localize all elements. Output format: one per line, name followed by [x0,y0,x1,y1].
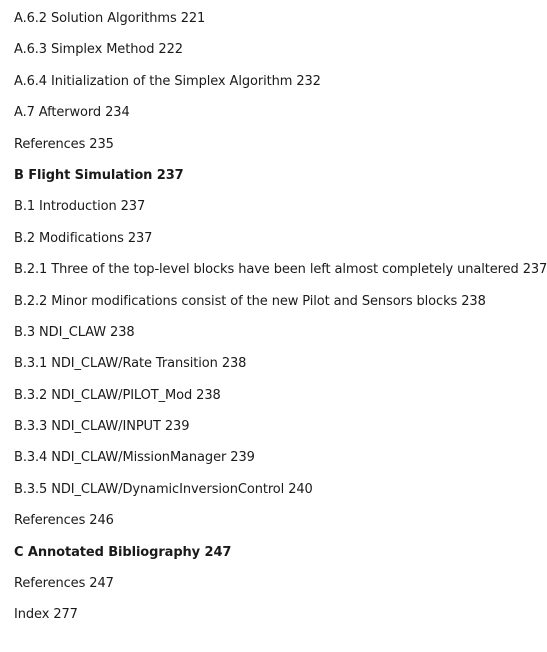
toc-entry-title: A.6.3 Simplex Method [14,42,155,58]
toc-entry-index[interactable] [14,605,534,636]
toc-entry-b-1[interactable] [14,197,534,228]
toc-entry-page: 238 [461,293,486,309]
toc-entry-references-a[interactable] [14,135,534,166]
toc-entry-page: 277 [53,607,78,623]
toc-entry-b-3-4[interactable] [14,448,534,479]
toc-entry-page: 246 [89,513,114,529]
toc-entry-title: B.1 Introduction [14,199,117,215]
toc-entry-page: 247 [89,576,114,592]
toc-entry-page: 238 [110,324,135,340]
toc-entry-b-3-1[interactable] [14,354,534,385]
toc-entry-title: B.3.3 NDI_CLAW/INPUT [14,419,161,435]
toc-entry-b-2[interactable] [14,229,534,260]
toc-entry-b-3[interactable] [14,323,534,354]
toc-entry-title: B.3.1 NDI_CLAW/Rate Transition [14,356,218,372]
toc-entry-title: B.3.5 NDI_CLAW/DynamicInversionControl [14,481,285,497]
toc-entry-title: A.6.2 Solution Algorithms [14,11,177,26]
toc-entry-page: 239 [230,450,255,466]
toc-entry-page: 232 [296,73,321,89]
toc-entry-page: 234 [105,105,130,121]
toc-entry-page: 239 [164,419,190,435]
toc-entry-title: B.3.4 NDI_CLAW/MissionManager [14,450,227,466]
toc-entry-a-6-2[interactable] [14,9,534,40]
toc-entry-title: References [14,513,86,529]
toc-entry-title: B Flight Simulation [14,167,153,183]
toc-entry-b-3-2[interactable] [14,386,534,417]
toc-entry-page: 240 [288,481,313,497]
toc-entry-title: Index [14,607,50,623]
toc-entry-page: 247 [204,544,232,560]
toc-entry-b-3-3[interactable] [14,417,534,448]
toc-entry-title: B.3.2 NDI_CLAW/PILOT_Mod [14,387,193,403]
toc-entry-a-6-4[interactable] [14,72,534,103]
toc-entry-a-7[interactable] [14,103,534,134]
toc-entry-title: References [14,136,86,152]
toc-entry-a-6-3[interactable] [14,40,534,71]
toc-entry-title: B.2.2 Minor modifications consist of the new Pilot and Sensors blocks [14,293,458,309]
toc-entry-references-b[interactable] [14,511,534,542]
toc-entry-title: A.7 Afterword [14,105,102,121]
toc-entry-references-c[interactable] [14,574,534,605]
toc-entry-page: 237 [156,167,184,183]
toc-entry-title: B.3 NDI_CLAW [14,324,106,340]
toc-entry-title: B.2.1 Three of the top-level blocks have been left almost completely unaltered [14,262,519,278]
toc-entry-page: 238 [196,387,221,403]
toc-entry-page: 222 [158,42,183,58]
toc-entry-page: 235 [89,136,114,152]
toc-entry-b-3-5[interactable] [14,480,534,511]
toc-entry-title: References [14,576,86,592]
toc-chapter-b[interactable] [14,166,534,197]
toc-entry-title: A.6.4 Initialization of the Simplex Algorithm [14,73,293,89]
toc-entry-page: 237 [522,262,547,278]
toc-entry-title: B.2 Modifications [14,230,124,246]
toc-entry-page: 221 [180,11,206,26]
toc-entry-b-2-1[interactable] [14,260,547,291]
toc-entry-page: 237 [120,199,146,215]
toc-entry-page: 238 [221,356,247,372]
toc-chapter-c[interactable] [14,543,534,574]
toc-entry-b-2-2[interactable] [14,292,534,323]
toc-entry-page: 237 [127,230,153,246]
toc-entry-title: C Annotated Bibliography [14,544,201,560]
